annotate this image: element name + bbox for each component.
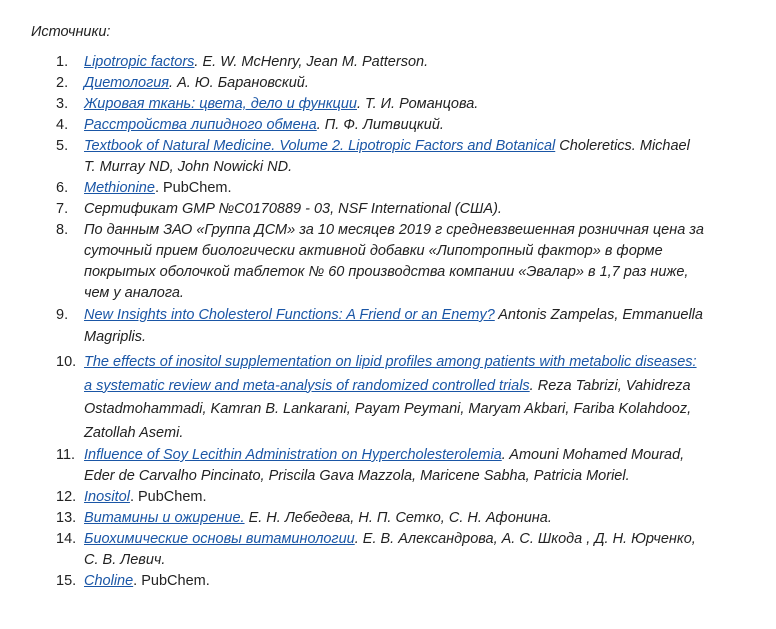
reference-number: 10. — [56, 354, 77, 370]
reference-number: 13. — [56, 510, 77, 526]
reference-item-4 — [0, 115, 704, 136]
reference-link-cholesterol-functions[interactable]: New Insights into Cholesterol Functions: A Friend or an Enemy? — [84, 307, 495, 323]
reference-authors: . П. Ф. Литвицкий. — [316, 117, 444, 133]
reference-link-inositol-supplementation[interactable]: The effects of inositol supplementation on lipid profiles among patients with metabolic diseases: a systematic review and meta-analysis of randomized controlled trials — [84, 354, 697, 394]
reference-number: 1. — [56, 54, 69, 70]
reference-item-2 — [0, 73, 704, 94]
reference-item-12 — [0, 487, 704, 508]
reference-item-1 — [0, 52, 704, 73]
reference-link-lipid-disorders[interactable]: Расстройства липидного обмена — [84, 117, 317, 133]
reference-list — [0, 52, 776, 592]
reference-number: 4. — [56, 117, 69, 133]
reference-text: По данным ЗАО «Группа ДСМ» за 10 месяцев 2019 г средневзвешенная розничная цена за суточный прием биологически активной добавки «Липотропный фактор» в форме покрытых оболочкой таблеток № 60 производства компании «Эвалар» в 1,7 раз ниже, чем у аналога. — [84, 222, 704, 301]
reference-authors: . E. W. McHenry, Jean M. Patterson. — [194, 54, 429, 70]
reference-link-inositol[interactable]: Inositol — [84, 489, 130, 505]
reference-text: Сертификат GMP №C0170889 - 03, NSF International (США). — [84, 201, 502, 217]
reference-link-methionine[interactable]: Methionine — [84, 180, 155, 196]
reference-number: 9. — [56, 307, 69, 323]
reference-item-15 — [0, 571, 704, 592]
reference-source: . PubChem. — [129, 489, 207, 505]
reference-item-13 — [0, 508, 704, 529]
reference-link-dietology[interactable]: Диетология — [84, 75, 170, 91]
reference-item-7 — [0, 199, 704, 220]
reference-authors: . Е. В. Александрова, А. С. Шкода , Д. Н. Юрченко, С. В. Левич. — [84, 531, 696, 568]
reference-authors: Е. Н. Лебедева, Н. П. Сетко, С. Н. Афонина. — [244, 510, 552, 526]
reference-number: 8. — [56, 222, 69, 238]
reference-number: 2. — [56, 75, 69, 91]
sources-heading: Источники: — [31, 24, 111, 40]
reference-link-soy-lecithin[interactable]: Influence of Soy Lecithin Administration on Hypercholesterolemia — [84, 447, 502, 463]
reference-number: 12. — [56, 489, 77, 505]
reference-authors: Choleretics. Michael T. Murray ND, John Nowicki ND. — [84, 138, 690, 175]
reference-link-choline[interactable]: Choline — [84, 573, 134, 589]
reference-authors: . Reza Tabrizi, Vahidreza Ostadmohammadi, Kamran B. Lankarani, Payam Peymani, Maryam Akbari, Fariba Kolahdooz, Zatollah Asemi. — [84, 377, 692, 441]
reference-number: 7. — [56, 201, 69, 217]
reference-link-adipose-tissue[interactable]: Жировая ткань: цвета, дело и функции — [84, 96, 357, 112]
reference-source: . PubChem. — [133, 573, 210, 589]
reference-item-3 — [0, 94, 704, 115]
reference-number: 6. — [56, 180, 69, 196]
reference-link-vitaminology[interactable]: Биохимические основы витаминологии — [84, 531, 355, 547]
reference-source: . PubChem. — [154, 180, 232, 196]
reference-number: 11. — [56, 447, 76, 463]
reference-authors: . А. Ю. Барановский. — [169, 75, 309, 91]
reference-item-8 — [0, 220, 704, 304]
reference-number: 15. — [56, 573, 77, 589]
reference-number: 5. — [56, 138, 69, 154]
reference-item-6 — [0, 178, 704, 199]
reference-item-11 — [0, 445, 704, 487]
reference-link-vitamins-obesity[interactable]: Витамины и ожирение. — [84, 510, 245, 526]
reference-authors: . Amouni Mohamed Mourad, Eder de Carvalho Pincinato, Priscila Gava Mazzola, Maricene Sabha, Patricia Moriel. — [84, 447, 685, 484]
reference-item-10 — [0, 351, 704, 445]
reference-item-14 — [0, 529, 704, 571]
reference-authors: Antonis Zampelas, Emmanuella Magriplis. — [84, 307, 703, 345]
reference-item-9 — [0, 304, 704, 348]
reference-authors: . Т. И. Романцова. — [356, 96, 479, 112]
reference-number: 14. — [56, 531, 77, 547]
reference-item-5 — [0, 136, 704, 178]
reference-link-textbook-natural-medicine[interactable]: Textbook of Natural Medicine. Volume 2. Lipotropic Factors and Botanical — [84, 138, 556, 154]
reference-number: 3. — [56, 96, 69, 112]
reference-link-lipotropic-factors[interactable]: Lipotropic factors — [84, 54, 195, 70]
